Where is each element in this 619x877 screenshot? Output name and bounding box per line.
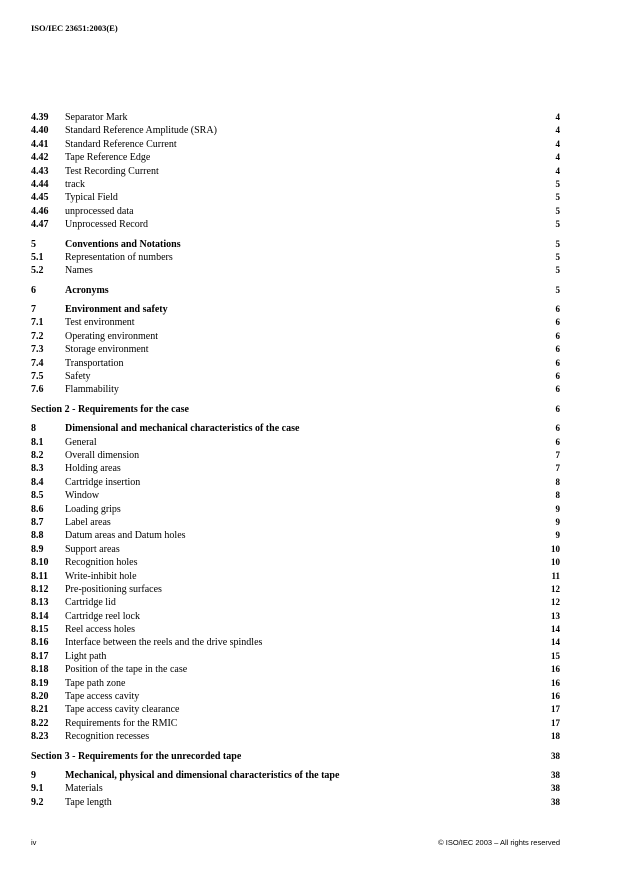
toc-entry-page: 6 (555, 317, 560, 328)
toc-entry-page: 4 (555, 112, 560, 122)
toc-entry-number: 8.16 (31, 637, 49, 649)
toc-entry-page: 6 (555, 330, 560, 341)
toc-entry-title: Position of the tape in the case (65, 664, 188, 676)
toc-entry-number: 8.20 (31, 691, 49, 703)
toc-entry[interactable] (31, 449, 560, 462)
toc-entry-title: Acronyms (65, 284, 109, 296)
toc-entry[interactable] (31, 703, 560, 716)
toc-entry-page: 7 (555, 463, 560, 474)
toc-entry-number: 7.5 (31, 371, 44, 383)
toc-entry-number: 8.8 (31, 530, 44, 542)
toc-entry-page: 17 (551, 717, 560, 728)
toc-entry[interactable] (31, 503, 560, 516)
toc-entry-number: 5.2 (31, 265, 44, 277)
toc-entry[interactable] (31, 556, 560, 569)
toc-entry[interactable] (31, 264, 560, 277)
toc-entry-title: Cartridge lid (65, 597, 116, 609)
toc-entry-number: 8.7 (31, 516, 44, 528)
toc-entry-page: 38 (551, 796, 560, 807)
toc-entry[interactable] (31, 690, 560, 703)
toc-entry-page: 5 (555, 265, 560, 276)
toc-entry[interactable] (31, 610, 560, 623)
toc-entry-title: Cartridge reel lock (65, 610, 140, 622)
toc-entry-number: 8.21 (31, 704, 49, 716)
toc-entry-title: Overall dimension (65, 449, 140, 461)
toc-entry-page: 38 (551, 783, 560, 794)
toc-entry[interactable] (31, 238, 560, 251)
toc-entry-page: 16 (551, 664, 560, 675)
toc-entry[interactable] (31, 165, 560, 178)
toc-entry-number: 4.39 (31, 112, 49, 123)
toc-entry-page: 9 (555, 516, 560, 527)
toc-entry-page: 11 (551, 570, 560, 581)
toc-entry-title: Environment and safety (65, 304, 168, 316)
toc-entry[interactable] (31, 543, 560, 556)
toc-entry[interactable] (31, 111, 560, 124)
toc-entry-page: 10 (551, 543, 560, 554)
toc-entry-number: 8.1 (31, 436, 44, 448)
toc-entry-title: Representation of numbers (65, 251, 173, 263)
toc-entry-title: Tape length (65, 796, 112, 808)
toc-entry[interactable] (31, 218, 560, 231)
toc-entry-title: Pre-positioning surfaces (65, 583, 162, 595)
toc-entry[interactable] (31, 303, 560, 316)
toc-section-entry[interactable] (31, 403, 560, 416)
toc-entry[interactable] (31, 570, 560, 583)
toc-entry[interactable] (31, 769, 560, 782)
toc-entry-title: Mechanical, physical and dimensional characteristics of the tape (65, 769, 340, 781)
copyright-footer: © ISO/IEC 2003 – All rights reserved (438, 838, 560, 847)
toc-entry-title: Recognition holes (65, 557, 138, 569)
toc-entry-page: 4 (555, 138, 560, 149)
toc-entry-number: 8.3 (31, 463, 44, 475)
toc-entry-title: Interface between the reels and the drive spindles (65, 637, 263, 649)
toc-entry[interactable] (31, 529, 560, 542)
toc-entry-number: 8.15 (31, 624, 49, 636)
toc-entry-page: 18 (551, 731, 560, 742)
toc-entry[interactable] (31, 583, 560, 596)
toc-entry-title: Separator Mark (65, 112, 128, 123)
toc-entry-page: 6 (555, 304, 560, 315)
toc-entry-page: 16 (551, 677, 560, 688)
toc-entry[interactable] (31, 330, 560, 343)
toc-entry-page: 5 (555, 251, 560, 262)
toc-entry[interactable] (31, 383, 560, 396)
toc-entry-page: 6 (555, 423, 560, 434)
toc-entry-page: 4 (555, 125, 560, 136)
toc-entry[interactable] (31, 343, 560, 356)
toc-entry-page: 14 (551, 624, 560, 635)
toc-entry-page: 6 (555, 344, 560, 355)
toc-entry-title: Light path (65, 650, 107, 662)
toc-entry-title: Support areas (65, 543, 120, 555)
toc-entry-title: Tape access cavity clearance (65, 704, 180, 716)
toc-entry-title: Dimensional and mechanical characteristics of the case (65, 423, 300, 435)
toc-entry-number: 8.6 (31, 503, 44, 515)
toc-entry-title: Requirements for the RMIC (65, 717, 178, 729)
toc-entry[interactable] (31, 251, 560, 264)
toc-entry[interactable] (31, 422, 560, 435)
toc-entry[interactable] (31, 796, 560, 809)
toc-entry-number: 8.10 (31, 557, 49, 569)
toc-entry[interactable] (31, 151, 560, 164)
toc-entry-title: Transportation (65, 357, 124, 369)
toc-entry-number: 7.1 (31, 317, 44, 329)
page-number-footer: iv (31, 838, 37, 847)
toc-entry-page: 8 (555, 476, 560, 487)
toc-entry-title: Section 3 - Requirements for the unrecorded tape (31, 750, 242, 762)
toc-entry-title: Holding areas (65, 463, 121, 475)
toc-entry-page: 38 (551, 769, 560, 780)
toc-entry[interactable] (31, 476, 560, 489)
toc-entry-page: 6 (555, 403, 560, 414)
toc-entry[interactable] (31, 205, 560, 218)
toc-entry[interactable] (31, 489, 560, 502)
toc-entry-number: 8 (31, 423, 36, 435)
toc-section-entry[interactable] (31, 750, 560, 763)
toc-entry[interactable] (31, 623, 560, 636)
toc-entry-number: 8.23 (31, 731, 49, 743)
toc-entry[interactable] (31, 650, 560, 663)
toc-entry-number: 8.9 (31, 543, 44, 555)
toc-entry[interactable] (31, 370, 560, 383)
toc-entry-page: 12 (551, 597, 560, 608)
toc-entry-title: Standard Reference Current (65, 138, 177, 150)
toc-entry[interactable] (31, 516, 560, 529)
toc-entry-number: 7.6 (31, 384, 44, 396)
toc-entry[interactable] (31, 636, 560, 649)
toc-entry-page: 8 (555, 490, 560, 501)
toc-entry-number: 4.40 (31, 125, 49, 137)
toc-entry-title: Names (65, 265, 93, 277)
toc-entry-number: 8.22 (31, 717, 49, 729)
toc-entry-page: 14 (551, 637, 560, 648)
toc-entry[interactable] (31, 462, 560, 475)
toc-entry-page: 16 (551, 691, 560, 702)
toc-entry-number: 9 (31, 769, 36, 781)
toc-entry[interactable] (31, 436, 560, 449)
toc-entry[interactable] (31, 284, 560, 297)
toc-entry-page: 7 (555, 449, 560, 460)
toc-entry-number: 8.19 (31, 677, 49, 689)
toc-entry-page: 6 (555, 357, 560, 368)
toc-entry-title: Tape path zone (65, 677, 126, 689)
toc-entry-number: 5 (31, 238, 36, 250)
toc-entry[interactable] (31, 663, 560, 676)
toc-entry-title: Reel access holes (65, 624, 135, 636)
toc-entry-page: 9 (555, 503, 560, 514)
toc-entry-number: 4.42 (31, 152, 49, 164)
toc-entry[interactable] (31, 357, 560, 370)
toc-entry-title: Datum areas and Datum holes (65, 530, 186, 542)
toc-entry-page: 13 (551, 610, 560, 621)
toc-entry-number: 4.41 (31, 138, 49, 150)
toc-entry-page: 6 (555, 384, 560, 395)
toc-entry-title: Safety (65, 371, 91, 383)
toc-entry-number: 8.13 (31, 597, 49, 609)
toc-entry-number: 5.1 (31, 251, 44, 263)
toc-entry-number: 4.45 (31, 192, 49, 204)
toc-entry-page: 5 (555, 178, 560, 189)
toc-entry-title: General (65, 436, 97, 448)
toc-entry-number: 8.18 (31, 664, 49, 676)
toc-entry-number: 4.46 (31, 205, 49, 217)
toc-entry-number: 4.44 (31, 178, 49, 190)
toc-entry-title: track (65, 178, 85, 190)
toc-entry-page: 4 (555, 152, 560, 163)
toc-entry-title: Tape Reference Edge (65, 152, 151, 164)
toc-entry-number: 7 (31, 304, 36, 316)
toc-entry[interactable] (31, 191, 560, 204)
toc-entry-number: 9.2 (31, 796, 44, 808)
toc-entry-title: Write-inhibit hole (65, 570, 137, 582)
toc-entry-page: 4 (555, 165, 560, 176)
toc-entry-title: Window (65, 490, 100, 502)
toc-entry-number: 4.43 (31, 165, 49, 177)
toc-entry[interactable] (31, 730, 560, 743)
toc-entry-number: 9.1 (31, 783, 44, 795)
toc-entry-title: Label areas (65, 516, 111, 528)
toc-entry-page: 6 (555, 436, 560, 447)
toc-entry-title: Test Recording Current (65, 165, 159, 177)
toc-entry-title: Flammability (65, 384, 119, 396)
table-of-contents (31, 111, 560, 809)
toc-entry-page: 5 (555, 219, 560, 230)
toc-entry-title: Conventions and Notations (65, 238, 181, 250)
toc-entry[interactable] (31, 138, 560, 151)
toc-entry-title: Tape access cavity (65, 691, 140, 703)
toc-entry-number: 8.11 (31, 570, 48, 582)
toc-entry-number: 8.4 (31, 476, 44, 488)
toc-entry-page: 5 (555, 192, 560, 203)
toc-entry-title: Standard Reference Amplitude (SRA) (65, 125, 217, 137)
toc-entry-title: Unprocessed Record (65, 219, 149, 231)
toc-entry-number: 7.4 (31, 357, 44, 369)
toc-entry-page: 5 (555, 238, 560, 249)
toc-entry-title: Test environment (65, 317, 135, 329)
toc-entry-title: Recognition recesses (65, 731, 150, 743)
toc-entry-title: Materials (65, 783, 103, 795)
toc-entry-page: 5 (555, 205, 560, 216)
toc-entry-number: 8.5 (31, 490, 44, 502)
toc-entry[interactable] (31, 782, 560, 795)
toc-entry[interactable] (31, 316, 560, 329)
toc-entry-page: 15 (551, 650, 560, 661)
toc-entry-number: 8.17 (31, 650, 49, 662)
toc-entry-title: Typical Field (65, 192, 118, 204)
toc-entry[interactable] (31, 124, 560, 137)
toc-entry-title: Storage environment (65, 344, 149, 356)
toc-entry-page: 12 (551, 583, 560, 594)
toc-entry-number: 8.12 (31, 583, 49, 595)
toc-entry-number: 7.2 (31, 330, 44, 342)
toc-entry-title: Section 2 - Requirements for the case (31, 403, 189, 415)
toc-entry[interactable] (31, 717, 560, 730)
toc-entry-title: Operating environment (65, 330, 159, 342)
toc-entry-page: 5 (555, 284, 560, 295)
toc-entry-number: 7.3 (31, 344, 44, 356)
toc-entry-number: 8.2 (31, 449, 44, 461)
toc-entry-page: 17 (551, 704, 560, 715)
toc-entry-title: Loading grips (65, 503, 121, 515)
toc-entry-title: Cartridge insertion (65, 476, 141, 488)
toc-entry[interactable] (31, 677, 560, 690)
toc-entry-page: 10 (551, 557, 560, 568)
toc-entry[interactable] (31, 596, 560, 609)
toc-entry-page: 38 (551, 750, 560, 761)
toc-entry-number: 8.14 (31, 610, 49, 622)
toc-entry-title: unprocessed data (65, 205, 134, 217)
document-id-header: ISO/IEC 23651:2003(E) (31, 23, 118, 33)
toc-entry-page: 9 (555, 530, 560, 541)
toc-entry-page: 6 (555, 371, 560, 382)
toc-entry-number: 6 (31, 284, 36, 296)
toc-entry-number: 4.47 (31, 219, 49, 231)
toc-entry[interactable] (31, 178, 560, 191)
